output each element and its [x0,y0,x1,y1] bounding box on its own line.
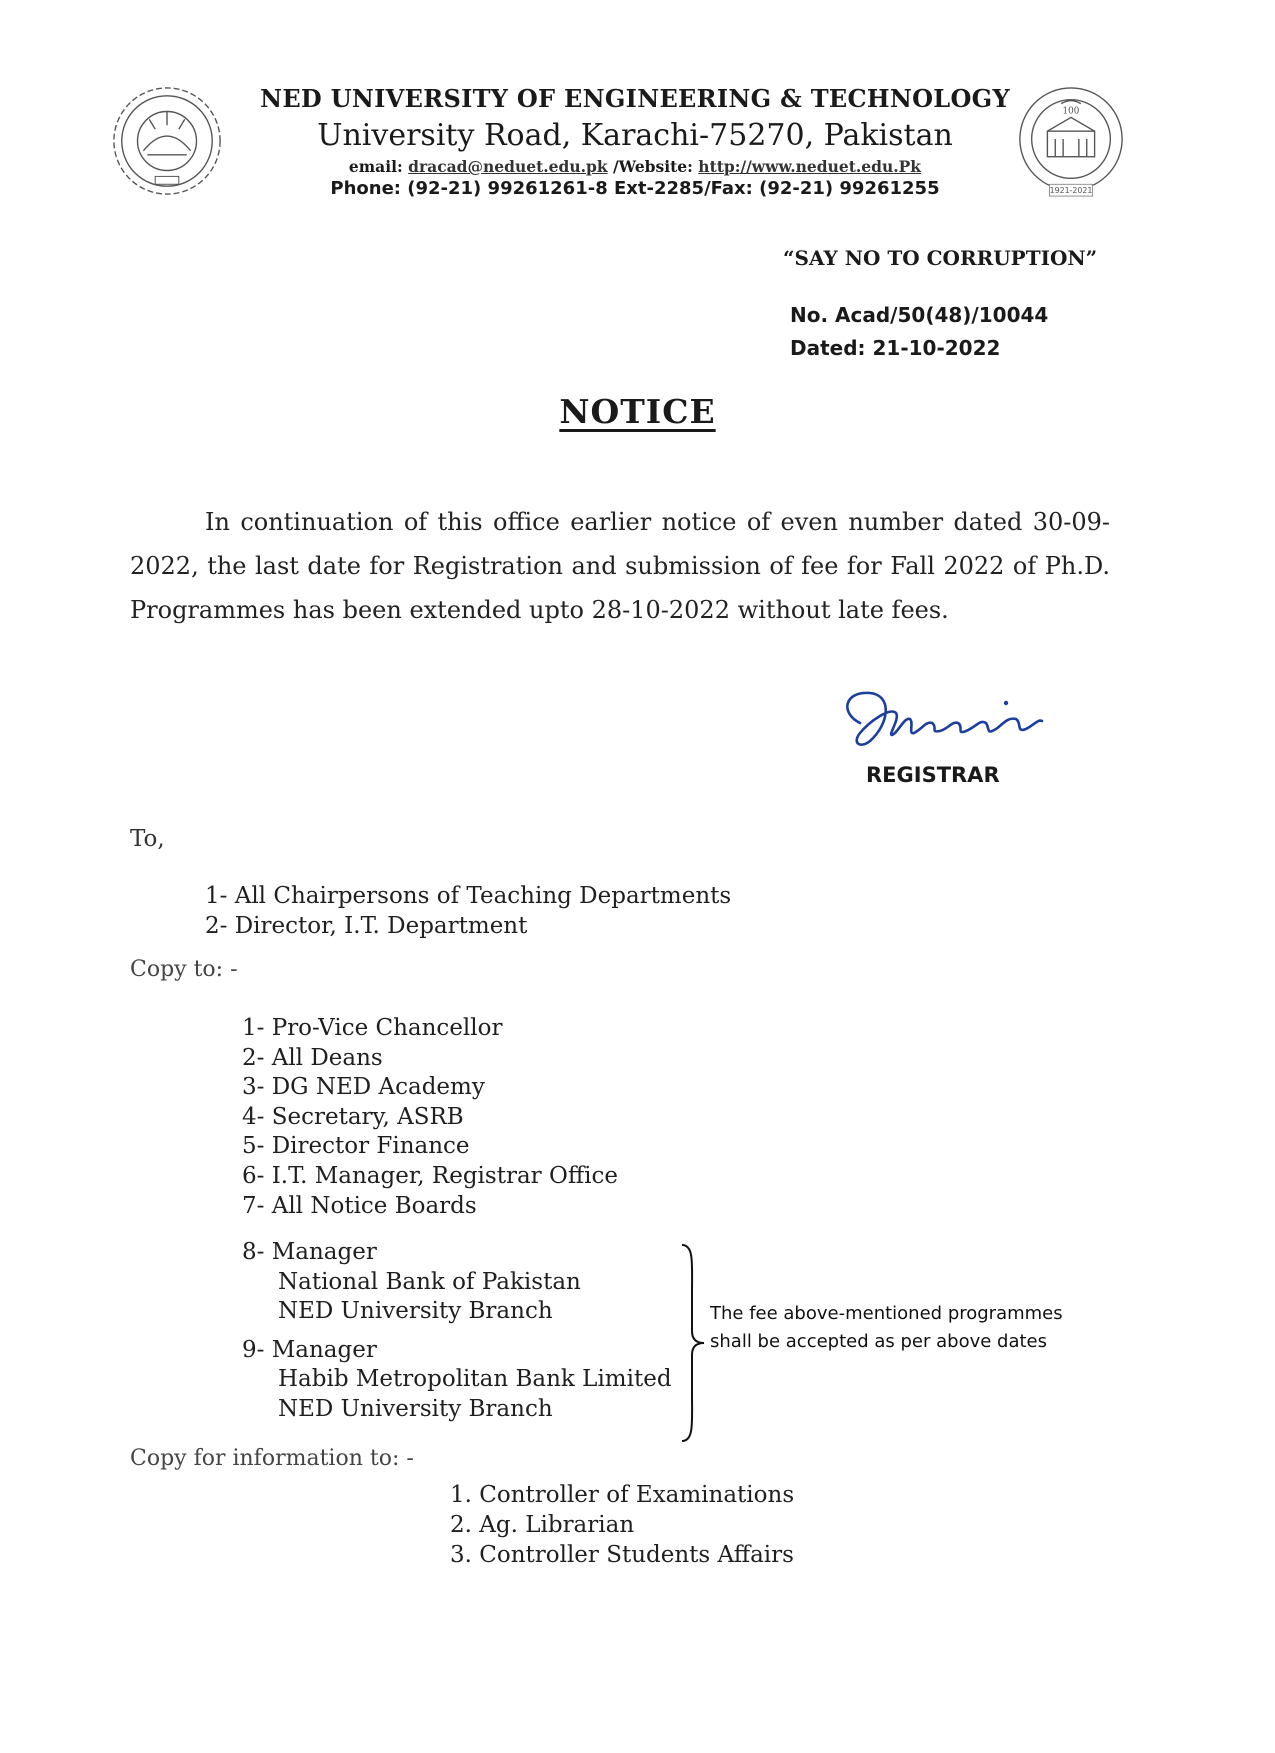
notice-date: Dated: 21-10-2022 [790,336,1001,360]
bank-item-line: 8- Manager [242,1239,377,1265]
list-item: 1. Controller of Examinations [450,1482,795,1508]
university-address: University Road, Karachi-75270, Pakistan [317,118,953,153]
list-item: 3- DG NED Academy [242,1074,485,1101]
list-item: 2. Ag. Librarian [450,1512,635,1538]
to-list [205,881,731,941]
university-name: NED UNIVERSITY OF ENGINEERING & TECHNOLOGY [260,84,1010,113]
bank-item-line: NED University Branch [278,1395,553,1422]
to-label: To, [130,826,165,852]
list-item: 4- Secretary, ASRB [242,1103,464,1130]
list-item: 2- Director, I.T. Department [205,913,528,939]
svg-text:100: 100 [1062,106,1080,117]
phone-fax-line: Phone: (92-21) 99261261-8 Ext-2285/Fax: (92-21) 99261255 [330,178,940,199]
bank-item-line: National Bank of Pakistan [278,1268,581,1295]
website-link[interactable]: http://www.neduet.edu.Pk [698,157,922,176]
email-label: email: [348,157,403,176]
list-item: 5- Director Finance [242,1133,470,1160]
registrar-designation: REGISTRAR [866,763,1000,787]
reference-number: No. Acad/50(48)/10044 [790,303,1049,327]
notice-title-text: NOTICE [559,392,716,431]
bank-item-line: Habib Metropolitan Bank Limited [278,1366,672,1393]
registrar-signature [830,683,1055,763]
list-item: 1- All Chairpersons of Teaching Departments [205,883,732,909]
list-item: 2- All Deans [242,1044,383,1071]
copy-info-label: Copy for information to: - [130,1446,414,1471]
slogan: “SAY NO TO CORRUPTION” [783,246,1098,270]
list-item: 3. Controller Students Affairs [450,1542,794,1568]
bank-item-line: NED University Branch [278,1298,553,1325]
right-brace-icon [680,1243,710,1443]
bank-fee-note: The fee above-mentioned programmes shall be accepted as per above dates [710,1303,1063,1352]
copy-to-list [242,1014,618,1221]
centenary-year-label: 1921-2021 [1049,186,1093,196]
copy-to-label: Copy to: - [130,957,238,982]
notice-body: In continuation of this office earlier notice of even number dated 30-09-2022, the last date for Registration and submission of fee for Fall 2022 of Ph.D. Programmes has been extended upto 28-10-2022 without late fees. [130,508,1110,624]
bank-list [242,1238,672,1425]
list-item: 1- Pro-Vice Chancellor [242,1015,503,1041]
bank-item-line: 9- Manager [242,1336,377,1363]
contact-line [200,157,1070,176]
email-link[interactable]: dracad@neduet.edu.pk [408,157,608,176]
list-item: 6- I.T. Manager, Registrar Office [242,1162,619,1189]
notice-title [0,392,1275,431]
website-label: /Website: [613,157,693,176]
list-item: 7- All Notice Boards [242,1192,477,1219]
copy-info-list [450,1480,794,1570]
